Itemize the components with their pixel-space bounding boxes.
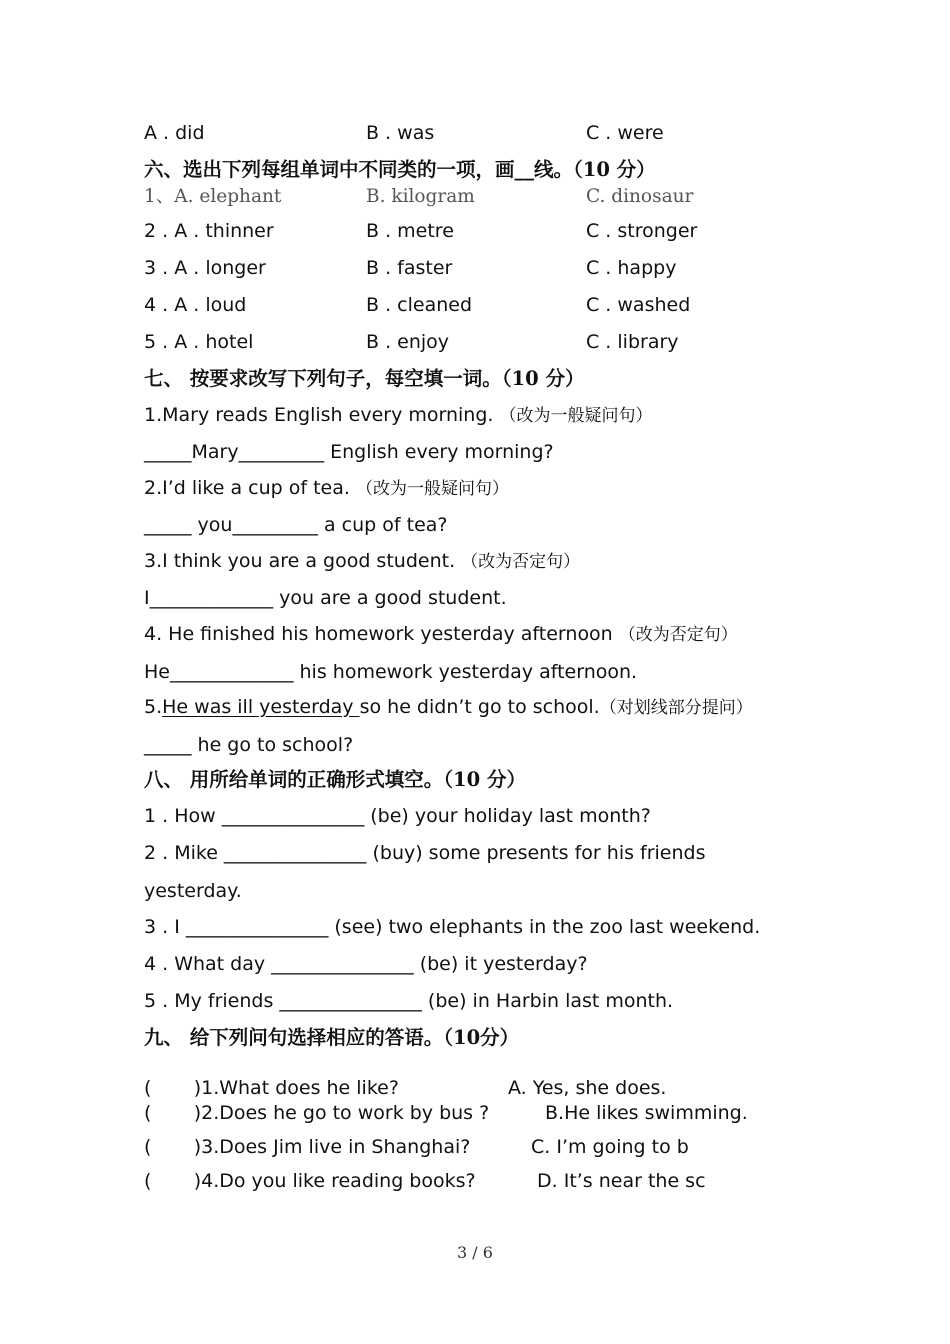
s9-q1: ( )1.What does he like? (144, 1077, 399, 1099)
s6-row2-b: B . metre (366, 220, 454, 242)
s9-a4: D. It’s near the sc (537, 1170, 706, 1192)
s8-line2: 2 . Mike _______________ (buy) some presents for his friends (144, 842, 706, 864)
s7-item5-rest: so he didn’t go to school. (359, 696, 600, 718)
section9-heading: 九、 给下列问句选择相应的答语。（10分） (144, 1026, 520, 1049)
s7-item4-text: 4. He finished his homework yesterday afternoon (144, 623, 613, 645)
s6-row1-c: C. dinosaur (586, 186, 694, 207)
section7-heading: 七、 按要求改写下列句子，每空填一词。（10 分） (144, 367, 585, 390)
s6-row1-b: B. kilogram (366, 186, 475, 207)
s7-item4-sentence (144, 622, 738, 647)
page-number: 3 / 6 (457, 1243, 493, 1262)
s7-item2-text: 2.I’d like a cup of tea. (144, 477, 350, 499)
s7-item3-sentence (144, 549, 580, 574)
s6-row5-c: C . library (586, 331, 679, 353)
s9-q3: ( )3.Does Jim live in Shanghai? (144, 1136, 471, 1158)
prev-option-c: C . were (586, 122, 664, 144)
s7-item2-note: （改为一般疑问句） (355, 479, 509, 499)
s7-item5-answer: _____ he go to school? (144, 734, 354, 756)
prev-option-b: B . was (366, 122, 435, 144)
s6-row4-a: 4 . A . loud (144, 294, 247, 316)
s6-row2-c: C . stronger (586, 220, 698, 242)
s7-item5-num: 5. (144, 696, 163, 718)
s6-row5-a: 5 . A . hotel (144, 331, 254, 353)
s7-item1-answer: _____Mary_________ English every morning? (144, 441, 554, 463)
s6-row2-a: 2 . A . thinner (144, 220, 274, 242)
s8-line2-cont: yesterday. (144, 880, 242, 902)
s9-a3: C. I’m going to b (531, 1136, 689, 1158)
s6-row1-a: 1、A. elephant (144, 186, 282, 207)
s7-item2-sentence (144, 476, 509, 501)
s8-line3: 3 . I _______________ (see) two elephants in the zoo last weekend. (144, 916, 761, 938)
s7-item3-note: （改为否定句） (461, 552, 581, 572)
section8-heading: 八、 用所给单词的正确形式填空。（10 分） (144, 768, 526, 791)
s7-item3-text: 3.I think you are a good student. (144, 550, 456, 572)
s9-a1: A. Yes, she does. (508, 1077, 667, 1099)
s7-item1-note: （改为一般疑问句） (499, 406, 653, 426)
s7-item4-note: （改为否定句） (618, 625, 738, 645)
s6-row3-c: C . happy (586, 257, 677, 279)
s7-item5-underlined: He was ill yesterday (162, 696, 360, 718)
s9-a2: B.He likes swimming. (545, 1102, 748, 1124)
s6-row3-a: 3 . A . longer (144, 257, 266, 279)
s6-row4-c: C . washed (586, 294, 691, 316)
s7-item2-answer: _____ you_________ a cup of tea? (144, 514, 448, 536)
section6-heading: 六、选出下列每组单词中不同类的一项，画__线。（10 分） (144, 158, 656, 181)
s7-item1-sentence (144, 403, 652, 428)
s7-item3-answer: I_____________ you are a good student. (144, 587, 507, 609)
s8-line1: 1 . How _______________ (be) your holiday last month? (144, 805, 651, 827)
s7-item4-answer: He_____________ his homework yesterday afternoon. (144, 661, 638, 683)
s7-item1-text: 1.Mary reads English every morning. (144, 404, 494, 426)
s7-item5-note: （对划线部分提问） (599, 698, 753, 718)
s6-row4-b: B . cleaned (366, 294, 473, 316)
prev-option-a: A . did (144, 122, 205, 144)
s6-row3-b: B . faster (366, 257, 453, 279)
s9-q4: ( )4.Do you like reading books? (144, 1170, 476, 1192)
s8-line5: 5 . My friends _______________ (be) in Harbin last month. (144, 990, 674, 1012)
s8-line4: 4 . What day _______________ (be) it yesterday? (144, 953, 588, 975)
s7-item5-sentence (144, 695, 753, 720)
s9-q2: ( )2.Does he go to work by bus ? (144, 1102, 490, 1124)
s6-row5-b: B . enjoy (366, 331, 450, 353)
